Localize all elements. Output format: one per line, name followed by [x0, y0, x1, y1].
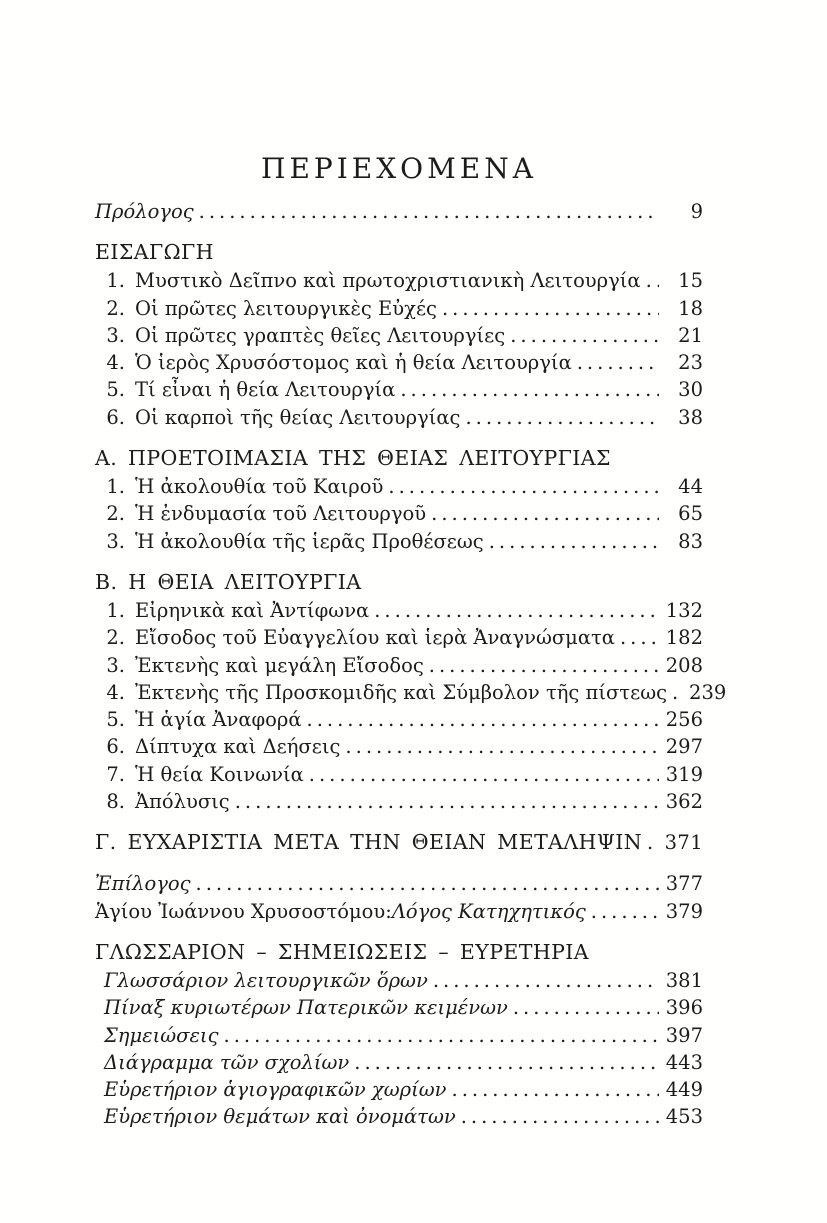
- toc-entry: [95, 898, 703, 925]
- dot-leader: [442, 295, 659, 322]
- entry-title: Γλωσσάριον λειτουργικῶν ὅρων: [104, 968, 428, 992]
- page-number: 453: [665, 1105, 703, 1129]
- entry-number: 2.: [106, 502, 125, 526]
- page-number: 449: [665, 1078, 703, 1102]
- dot-leader: [309, 761, 659, 788]
- dot-leader: [510, 322, 659, 349]
- toc-entry: [95, 528, 703, 555]
- toc-entry: [95, 652, 703, 679]
- page-number: 44: [678, 475, 703, 499]
- dot-leader: [433, 967, 659, 994]
- entry-title: Ἐκτενὴς καὶ μεγάλη Εἴσοδος: [135, 653, 424, 677]
- dot-leader: [672, 679, 682, 706]
- entry-title: Οἱ πρῶτες λειτουργικὲς Εὐχές: [135, 296, 437, 320]
- section-heading-label: Β. Η ΘΕΙΑ ΛΕΙΤΟΥΡΓΙΑ: [95, 569, 362, 594]
- entry-number: 5.: [106, 708, 125, 732]
- toc-entry: [95, 198, 703, 225]
- page-number: 182: [665, 626, 703, 650]
- dot-leader: [224, 1022, 659, 1049]
- toc-entry: [95, 994, 703, 1021]
- toc-entry: [95, 733, 703, 760]
- entry-title: Εὑρετήριον ἁγιογραφικῶν χωρίων: [104, 1078, 447, 1102]
- section-heading-label: Α. ΠΡΟΕΤΟΙΜΑΣΙΑ ΤΗΣ ΘΕΙΑΣ ΛΕΙΤΟΥΡΓΙΑΣ: [95, 446, 611, 471]
- toc-entry: [95, 679, 727, 706]
- entry-title: Μυστικὸ Δεῖπνο καὶ πρωτοχριστιανικὴ Λειτουργία: [135, 269, 641, 293]
- entry-number: 4.: [106, 351, 125, 375]
- entry-title: Εἴσοδος τοῦ Εὐαγγελίου καὶ ἱερὰ Ἀναγνώσματα: [135, 626, 615, 650]
- page-number: 15: [678, 269, 703, 293]
- dot-leader: [452, 1076, 659, 1103]
- toc-section: [95, 444, 703, 555]
- toc-entry: [95, 624, 703, 651]
- page-number: 371: [664, 831, 703, 855]
- entry-title: Εὑρετήριον θεμάτων καὶ ὀνομάτων: [104, 1105, 456, 1129]
- page-number: 297: [665, 735, 703, 759]
- page-number: 397: [665, 1023, 703, 1047]
- dot-leader: [354, 1049, 659, 1076]
- toc-section: [95, 938, 703, 1131]
- entry-number: 5.: [106, 378, 125, 402]
- toc-entry: [95, 473, 703, 500]
- page-number: 256: [665, 708, 703, 732]
- dot-leader: [196, 870, 659, 897]
- entry-title: Εἰρηνικὰ καὶ Ἀντίφωνα: [135, 598, 370, 622]
- dot-leader: [307, 706, 659, 733]
- section-heading: [95, 568, 703, 597]
- entry-title: Ἀπόλυσις: [135, 790, 230, 814]
- toc-entry: [95, 267, 703, 294]
- page-number: 30: [678, 378, 703, 402]
- entry-number: 6.: [106, 735, 125, 759]
- page-number: 208: [665, 653, 703, 677]
- toc-section: [95, 238, 703, 431]
- toc-entry: [95, 597, 703, 624]
- toc-entry: [95, 706, 703, 733]
- toc-entry: [95, 1022, 703, 1049]
- toc-entry: [95, 1076, 703, 1103]
- entry-title: Λόγος Κατηχητικός: [391, 899, 586, 923]
- toc-entry: [95, 295, 703, 322]
- section-heading-label: ΕΙΣΑΓΩΓΗ: [95, 240, 214, 265]
- entry-number: 1.: [106, 269, 125, 293]
- page-number: 132: [665, 598, 703, 622]
- toc-entry: [95, 761, 703, 788]
- toc-sections: [95, 198, 727, 1131]
- toc-entry: [95, 967, 703, 994]
- dot-leader: [513, 994, 659, 1021]
- entry-title: Ἡ ἐνδυμασία τοῦ Λειτουργοῦ: [135, 502, 427, 526]
- toc-entry: [95, 376, 703, 403]
- entry-title: Πρόλογος: [95, 200, 194, 223]
- dot-leader: [647, 828, 658, 857]
- entry-title: Πίναξ κυριωτέρων Πατερικῶν κειμένων: [104, 996, 508, 1020]
- entry-number: 1.: [106, 475, 125, 499]
- dot-leader: [235, 788, 659, 815]
- entry-number: 2.: [106, 296, 125, 320]
- dot-leader: [620, 624, 659, 651]
- entry-title: Δίπτυχα καὶ Δεήσεις: [135, 735, 341, 759]
- page-number: 381: [665, 968, 703, 992]
- page-number: 38: [678, 405, 703, 429]
- entry-title: Ἐκτενὴς τῆς Προσκομιδῆς καὶ Σύμβολον τῆς πίστεως: [135, 680, 668, 704]
- dot-leader: [646, 267, 659, 294]
- page-number: 379: [665, 899, 703, 923]
- dot-leader: [577, 349, 659, 376]
- toc-entry: [95, 1103, 703, 1130]
- section-heading: [95, 444, 703, 473]
- toc-entry: [95, 404, 703, 431]
- entry-title: Οἱ πρῶτες γραπτὲς θεῖες Λειτουργίες: [135, 323, 506, 347]
- page-number: 396: [665, 996, 703, 1020]
- entry-title: Ὁ ἱερὸς Χρυσόστομος καὶ ἡ θεία Λειτουργία: [135, 351, 572, 375]
- section-heading-label: ΓΛΩΣΣΑΡΙΟΝ – ΣΗΜΕΙΩΣΕΙΣ – ΕΥΡΕΤΗΡΙΑ: [95, 939, 589, 964]
- toc-section: [95, 568, 727, 815]
- section-heading-label: Γ. ΕΥΧΑΡΙΣΤΙΑ ΜΕΤΑ ΤΗΝ ΘΕΙΑΝ ΜΕΤΑΛΗΨΙΝ: [95, 830, 643, 855]
- entry-title: Τί εἶναι ἡ θεία Λειτουργία: [135, 378, 396, 402]
- dot-leader: [465, 404, 659, 431]
- toc-entry: [95, 788, 703, 815]
- entry-title: Σημειώσεις: [104, 1023, 219, 1047]
- page-number: 319: [665, 762, 703, 786]
- entry-number: 1.: [106, 598, 125, 622]
- page-number: 443: [665, 1050, 703, 1074]
- dot-leader: [388, 473, 659, 500]
- entry-prefix: Ἁγίου Ἰωάννου Χρυσοστόμου:: [95, 899, 392, 923]
- page-number: 23: [678, 351, 703, 375]
- toc-content: [95, 152, 727, 1131]
- entry-number: 8.: [106, 790, 125, 814]
- dot-leader: [429, 652, 659, 679]
- section-heading: [95, 238, 703, 267]
- page-title: ΠΕΡΙΕΧΟΜΕΝΑ: [261, 152, 537, 185]
- dot-leader: [199, 198, 659, 225]
- toc-section: [95, 198, 703, 225]
- section-heading: [95, 938, 703, 967]
- entry-number: 7.: [106, 762, 125, 786]
- entry-title: Ἡ θεία Κοινωνία: [135, 762, 304, 786]
- page-number: 21: [678, 323, 703, 347]
- entry-title: Ἡ ἀκολουθία τοῦ Καιροῦ: [135, 475, 384, 499]
- entry-number: 3.: [106, 653, 125, 677]
- page-number: 362: [665, 790, 703, 814]
- entry-title: Οἱ καρποὶ τῆς θείας Λειτουργίας: [135, 405, 461, 429]
- entry-number: 3.: [106, 529, 125, 553]
- page-number: 9: [690, 200, 703, 223]
- dot-leader: [489, 528, 659, 555]
- entry-number: 4.: [106, 680, 125, 704]
- toc-entry: [95, 322, 703, 349]
- entry-title: Διάγραμμα τῶν σχολίων: [104, 1050, 350, 1074]
- toc-entry: [95, 1049, 703, 1076]
- entry-number: 6.: [106, 405, 125, 429]
- toc-entry: [95, 870, 703, 897]
- dot-leader: [345, 733, 658, 760]
- entry-title: Ἐπίλογος: [95, 872, 191, 896]
- page-number: 18: [678, 296, 703, 320]
- entry-number: 2.: [106, 626, 125, 650]
- toc-section: [95, 828, 703, 857]
- page-number: 83: [678, 529, 703, 553]
- entry-title: Ἡ ἀκολουθία τῆς ἱερᾶς Προθέσεως: [135, 529, 484, 553]
- dot-leader: [374, 597, 659, 624]
- toc-section: [95, 870, 703, 925]
- toc-entry: [95, 500, 703, 527]
- page-number: 65: [678, 502, 703, 526]
- toc-entry: [95, 349, 703, 376]
- dot-leader: [461, 1103, 659, 1130]
- entry-number: 3.: [106, 323, 125, 347]
- page-number: 239: [689, 680, 727, 704]
- dot-leader: [431, 500, 659, 527]
- section-heading: [95, 828, 703, 857]
- dot-leader: [591, 898, 659, 925]
- entry-title: Ἡ ἁγία Ἀναφορά: [135, 708, 302, 732]
- page-number: 377: [665, 872, 703, 896]
- dot-leader: [400, 376, 659, 403]
